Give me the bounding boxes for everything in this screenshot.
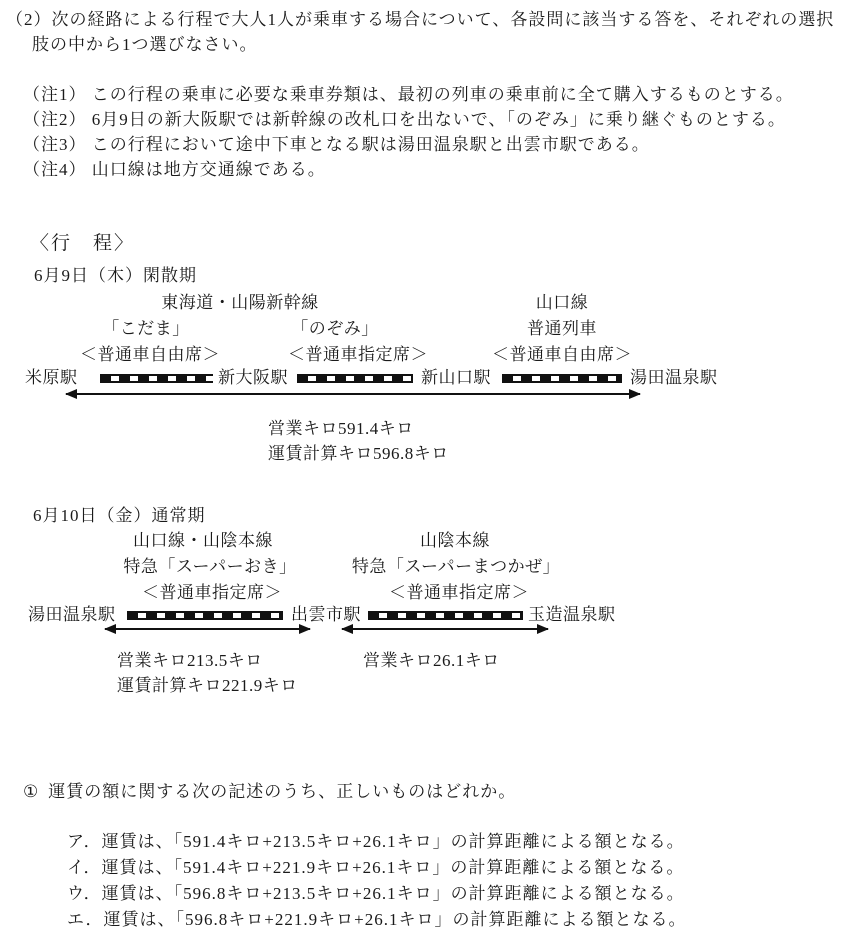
day2-station-izumoshi: 出雲市駅: [291, 605, 361, 624]
answer-option-e-label: エ．: [67, 910, 104, 929]
day1-seat-2: ＜普通車指定席＞: [288, 345, 428, 364]
answer-option-u-text: 運賃は、「596.8キロ+213.5キロ+26.1キロ」の計算距離による額となる。: [101, 884, 685, 903]
day1-track-segment-1: [100, 374, 213, 383]
answer-option-a: [67, 832, 685, 852]
answer-option-a-text: 運賃は、「591.4キロ+213.5キロ+26.1キロ」の計算距離による額となる。: [101, 832, 685, 851]
answer-option-u: [67, 884, 685, 904]
day1-line-label-shinkansen: 東海道・山陽新幹線: [161, 293, 319, 312]
day2-span-arrow-right: [342, 628, 548, 630]
answer-option-e-text: 運賃は、「596.8キロ+221.9キロ+26.1キロ」の計算距離による額となる。: [103, 910, 687, 929]
day1-seat-1: ＜普通車自由席＞: [80, 345, 220, 364]
day2-train-super-matsukaze: 特急「スーパーまつかぜ」: [351, 557, 561, 576]
day2-operating-km-right: 営業キロ26.1キロ: [363, 651, 500, 670]
day2-operating-km-left: 営業キロ213.5キロ: [117, 651, 263, 670]
itinerary-heading: 〈行 程〉: [30, 233, 136, 254]
answer-option-i-label: イ．: [67, 858, 102, 877]
day1-span-arrow: [66, 393, 640, 395]
note-2: （注2） 6月9日の新大阪駅では新幹線の改札口を出ないで、「のぞみ」に乗り継ぐものとする。: [23, 110, 786, 129]
day1-train-kodama: 「こだま」: [102, 319, 190, 338]
day1-track-segment-2: [297, 374, 413, 383]
day2-track-segment-2: [368, 611, 523, 620]
day2-train-super-oki: 特急「スーパーおき」: [123, 557, 297, 576]
note-1: （注1） この行程の乗車に必要な乗車券類は、最初の列車の乗車前に全て購入するものとする。: [23, 85, 794, 104]
day2-station-tamatsukuri-onsen: 玉造温泉駅: [528, 605, 616, 624]
day1-line-label-yamaguchi: 山口線: [535, 293, 589, 312]
answer-option-u-label: ウ．: [67, 884, 102, 903]
question-2-intro-line2: 肢の中から1つ選びなさい。: [32, 35, 258, 54]
day2-station-yuda-onsen: 湯田温泉駅: [28, 605, 116, 624]
day1-fare-calc-km: 運賃計算キロ596.8キロ: [268, 444, 449, 463]
day1-operating-km: 営業キロ591.4キロ: [268, 419, 414, 438]
day1-track-segment-3: [502, 374, 622, 383]
day2-line-label-right: 山陰本線: [420, 531, 490, 550]
answer-option-a-label: ア．: [67, 832, 102, 851]
answer-option-i: [67, 858, 684, 878]
day1-station-maibara: 米原駅: [25, 368, 78, 387]
day2-span-arrow-left: [105, 628, 310, 630]
day2-fare-calc-km-left: 運賃計算キロ221.9キロ: [117, 676, 298, 695]
day1-train-nozomi: 「のぞみ」: [291, 319, 379, 338]
day2-seat-left: ＜普通車指定席＞: [142, 583, 282, 602]
day1-station-shin-osaka: 新大阪駅: [218, 368, 288, 387]
answer-option-e: [67, 910, 686, 930]
day2-date: 6月10日（金）通常期: [33, 506, 206, 525]
sub-question-1-text: 運賃の額に関する次の記述のうち、正しいものはどれか。: [48, 782, 517, 801]
day2-line-label-left: 山口線・山陰本線: [133, 531, 273, 550]
note-4: （注4） 山口線は地方交通線である。: [23, 160, 326, 179]
day2-seat-right: ＜普通車指定席＞: [389, 583, 529, 602]
note-3: （注3） この行程において途中下車となる駅は湯田温泉駅と出雲市駅である。: [23, 135, 650, 154]
day2-track-segment-1: [127, 611, 283, 620]
day1-train-local: 普通列車: [527, 319, 597, 338]
day1-seat-3: ＜普通車自由席＞: [492, 345, 632, 364]
sub-question-1-number: ①: [23, 782, 40, 801]
day1-station-shin-yamaguchi: 新山口駅: [421, 368, 491, 387]
question-2-intro-line1: （2）次の経路による行程で大人1人が乗車する場合について、各設問に該当する答を、それぞれの選択: [6, 10, 835, 29]
sub-question-1: [23, 782, 516, 802]
answer-option-i-text: 運賃は、「591.4キロ+221.9キロ+26.1キロ」の計算距離による額となる。: [101, 858, 685, 877]
day1-date: 6月9日（木）閑散期: [34, 266, 197, 285]
day1-station-yuda-onsen: 湯田温泉駅: [630, 368, 718, 387]
